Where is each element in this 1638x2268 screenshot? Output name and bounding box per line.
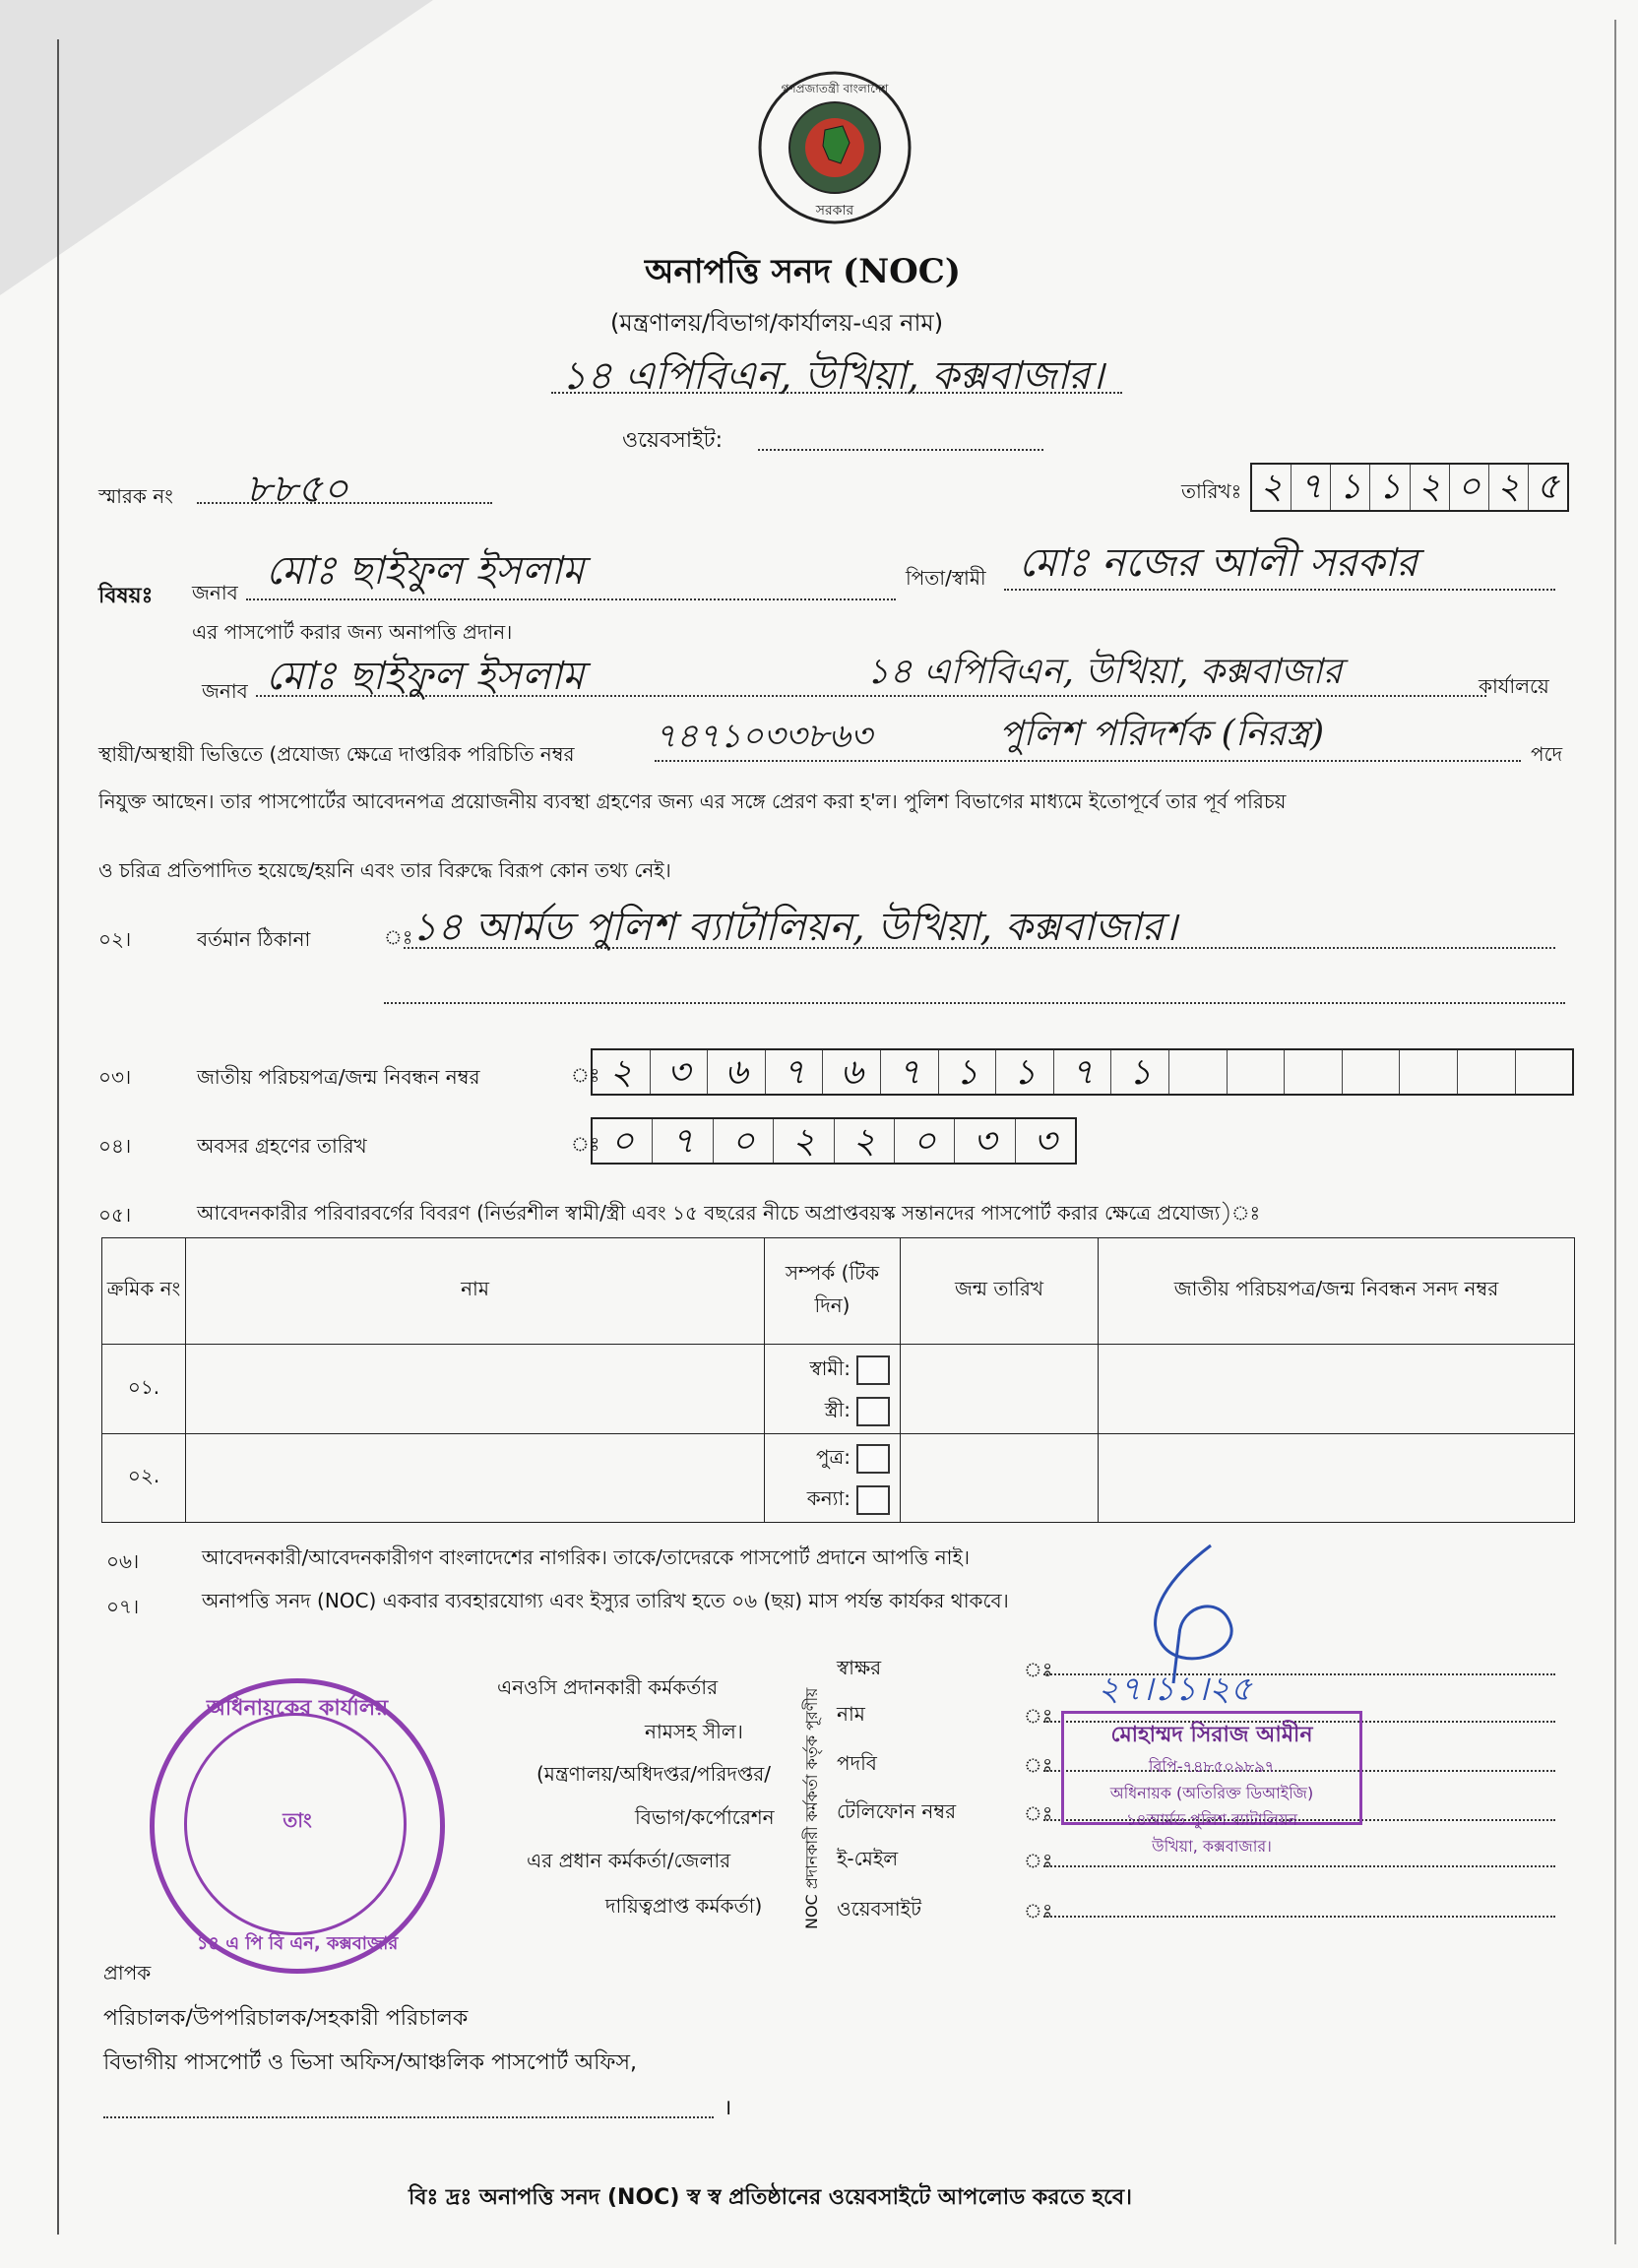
officer-left-line: এর প্রধান কর্মকর্তা/জেলার [527,1849,731,1872]
officer-left-line: (মন্ত্রণালয়/অধিদপ্তর/পরিদপ্তর/ [536,1762,772,1786]
stamp-line: ১৪আর্মড পুলিশ ব্যাটালিয়ন [1125,1810,1298,1829]
designation: পুলিশ পরিদর্শক (নিরস্ত্র) [999,714,1325,754]
relation-label: কন্যা: [806,1486,850,1511]
body-office: ১৪ এপিবিএন, উখিয়া, কক্সবাজার [866,652,1343,692]
nid-digit [1285,1050,1343,1094]
date-digit: ২ [1411,465,1450,510]
clause-text: আবেদনকারী/আবেদনকারীগণ বাংলাদেশের নাগরিক। তাকে/তাদেরকে পাসপোর্ট প্রদানে আপত্তি নাই। [202,1545,971,1569]
nid-digit [1458,1050,1516,1094]
officer-left-line: এনওসি প্রদানকারী কর্মকর্তার [497,1675,719,1699]
website-label: ওয়েবসাইট: [622,428,723,453]
field-colon: ঃ [1024,1849,1053,1872]
field-label-designation: পদবি [837,1751,877,1775]
col-serial: ক্রমিক নং [102,1238,186,1345]
field-label-name: নাম [837,1702,865,1726]
date-digit: ২ [1252,465,1292,510]
field-label-email: ই-মেইল [837,1847,899,1870]
office-round-stamp [150,1678,445,1974]
col-relation: সম্পর্ক (টিক দিন) [765,1238,901,1345]
family-num: ০৫। [98,1203,132,1227]
retire-digit: ৭ [653,1119,713,1163]
memo-number: ৮৮৫০ [246,467,348,512]
retire-digit: ৩ [955,1119,1015,1163]
field-label-website: ওয়েবসাইট [837,1897,921,1921]
field-colon: ঃ [1024,1899,1053,1922]
field-colon: ঃ [1024,1753,1053,1777]
nid-boxes [591,1048,1574,1096]
date-digit: ১ [1331,465,1370,510]
relation-checkbox[interactable] [856,1485,890,1515]
clause-num: ০৭। [106,1595,140,1618]
subject-line2: এর পাসপোর্ট করার জন্য অনাপত্তি প্রদান। [192,620,513,644]
subject-name: মোঃ ছাইফুল ইসলাম [266,548,585,594]
field-line-email [1043,1865,1555,1867]
pode-label: পদে [1531,742,1563,766]
stamp-bottom-text: ১৪ এ পি বি এন, কক্সবাজার [196,1933,399,1954]
nid-digit: ৬ [823,1050,881,1094]
nid-digit [1169,1050,1228,1094]
retire-num: ০৪। [98,1134,132,1158]
retire-colon: ঃ [571,1132,600,1156]
retire-digit: ০ [593,1119,653,1163]
retire-digit: ৩ [1034,1121,1057,1162]
date-boxes [1250,463,1569,512]
retire-boxes [591,1117,1077,1165]
nid-digit [1228,1050,1286,1094]
body-para2: ও চরিত্র প্রতিপাদিত হয়েছে/হয়নি এবং তার বিরুদ্ধে বিরূপ কোন তথ্য নেই। [98,858,671,882]
body-janab: জনাব [202,679,248,703]
father-name: মোঃ নজের আলী সরকার [1019,540,1418,586]
officer-left-line: বিভাগ/কর্পোরেশন [635,1805,775,1829]
recipient-line [103,2116,714,2118]
page-title: অনাপত্তি সনদ (NOC) [645,252,961,291]
nid-digit: ৩ [651,1050,709,1094]
relation-checkbox[interactable] [856,1444,890,1474]
retire-digit: ০ [714,1119,774,1163]
stamp-line: উখিয়া, কক্সবাজার। [1152,1837,1272,1856]
field-colon: ঃ [1024,1704,1053,1728]
footer-note: বিঃ দ্রঃ অনাপত্তি সনদ (NOC) স্ব স্ব প্রতিষ্ঠানের ওয়েবসাইটে আপলোড করতে হবে। [409,2185,1132,2210]
relation-label: স্ত্রী: [824,1398,850,1422]
stamp-line: মোহাম্মদ সিরাজ আমীন [1110,1723,1313,1747]
address-value: ১৪ আর্মড পুলিশ ব্যাটালিয়ন, উখিয়া, কক্সবাজার। [411,905,1177,950]
officer-left-line: দায়িত্বপ্রাপ্ত কর্মকর্তা) [605,1894,763,1918]
nid-colon: ঃ [571,1063,600,1087]
subject-label: বিষয়ঃ [98,584,154,608]
seal-top-text: গণপ্রজাতন্ত্রী বাংলাদেশ [781,82,889,95]
row-name [186,1433,765,1522]
website-line [758,449,1043,451]
row-name [186,1345,765,1433]
col-nid: জাতীয় পরিচয়পত্র/জন্ম নিবন্ধন সনদ নম্বর [1099,1238,1575,1345]
address-colon: ঃ [384,925,413,949]
office-name-handwritten: ১৪ এপিবিএন, উখিয়া, কক্সবাজার। [561,353,1104,399]
right-border [1614,20,1616,2244]
stamp-line: বিপি-৭৪৮৫০৯৮৯৭ [1148,1757,1276,1776]
field-colon: ঃ [1024,1801,1053,1825]
officer-name-stamp [1061,1711,1362,1856]
subject-janab: জনাব [192,581,238,604]
date-label: তারিখঃ [1181,479,1242,503]
relation-label: স্বামী: [809,1356,850,1381]
field-line-website [1043,1916,1555,1918]
date-digit: ৭ [1292,465,1331,510]
folded-corner [0,0,433,295]
office-name-line [551,392,1122,394]
relation-checkbox[interactable] [856,1397,890,1426]
stamp-top-text: অধিনায়কের কার্যালয় [206,1696,389,1721]
row-dob [901,1345,1099,1433]
retire-label: অবসর গ্রহণের তারিখ [197,1134,367,1158]
office-suffix: কার্যালয়ে [1479,674,1549,698]
nid-digit: ৬ [708,1050,766,1094]
row-serial: ০১. [102,1345,186,1433]
field-label-signature: স্বাক্ষর [837,1656,882,1679]
recipient-line2: বিভাগীয় পাসপোর্ট ও ভিসা অফিস/আঞ্চলিক পাসপোর্ট অফিস, [103,2050,637,2075]
relation-label: পুত্র: [815,1445,850,1470]
row-serial: ০২. [102,1433,186,1522]
nid-digit: ১ [1111,1050,1169,1094]
row-relation [765,1433,901,1522]
address-num: ০২। [98,927,132,951]
id-label: স্থায়ী/অস্থায়ী ভিত্তিতে (প্রযোজ্য ক্ষেত্রে দাপ্তরিক পরিচিতি নম্বর [98,742,575,766]
address-label: বর্তমান ঠিকানা [197,927,311,951]
nid-num: ০৩। [98,1065,132,1089]
nid-digit: ৭ [881,1050,939,1094]
memo-label: স্মারক নং [98,484,173,508]
nid-digit: ৭ [1054,1050,1112,1094]
body-name: মোঃ ছাইফুল ইসলাম [266,654,585,699]
stamp-center-text: তাং [283,1808,312,1832]
retire-digit: ০ [895,1119,955,1163]
body-para1: নিযুক্ত আছেন। তার পাসপোর্টের আবেদনপত্র প্রয়োজনীয় ব্যবস্থা গ্রহণের জন্য এর সঙ্গে প্রেরণ করা হ'ল। পুলিশ বিভাগের মাধ্যমে ইতোপূর্বে তার পূর্ব পরিচয় [98,789,1287,813]
date-digit: ২ [1489,465,1529,510]
recipient-line1: পরিচালক/উপপরিচালক/সহকারী পরিচালক [103,2006,469,2031]
retire-digit: ২ [835,1119,895,1163]
relation-checkbox[interactable] [856,1355,890,1385]
government-seal-icon [756,69,914,226]
nid-digit: ৭ [766,1050,824,1094]
id-value: ৭৪৭১০৩৩৮৬৩ [655,717,872,756]
nid-digit: ১ [996,1050,1054,1094]
nid-label: জাতীয় পরিচয়পত্র/জন্ম নিবন্ধন নম্বর [197,1065,480,1089]
seal-bottom-text: সরকার [815,203,854,219]
page-subtitle: (মন্ত্রণালয়/বিভাগ/কার্যালয়-এর নাম) [610,309,944,337]
date-digit: ০ [1450,465,1489,510]
col-dob: জন্ম তারিখ [901,1238,1099,1345]
nid-digit [1400,1050,1458,1094]
vertical-note: NOC প্রদানকারী কর্মকর্তা কর্তৃক পূরণীয় [802,1687,821,1929]
table-row [102,1345,1575,1433]
row-nid [1099,1433,1575,1522]
field-colon: ঃ [1024,1658,1053,1681]
stamp-line: অধিনায়ক (অতিরিক্ত ডিআইজি) [1109,1784,1314,1802]
family-table [101,1237,1575,1523]
left-border [57,39,59,2235]
signature-date: ২৭।১১।২৫ [1098,1670,1252,1709]
nid-digit [1516,1050,1573,1094]
clause-text: অনাপত্তি সনদ (NOC) একবার ব্যবহারযোগ্য এবং ইস্যুর তারিখ হতে ০৬ (ছয়) মাস পর্যন্ত কার্যকর থাকবে। [202,1589,1009,1612]
clause-num: ০৬। [106,1549,140,1573]
row-dob [901,1433,1099,1522]
family-label: আবেদনকারীর পরিবারবর্গের বিবরণ (নির্ভরশীল স্বামী/স্ত্রী এবং ১৫ বছরের নীচে অপ্রাপ্তবয়স্ক সন্তানদের পাসপোর্ট করার ক্ষেত্রে প্রযোজ্য)ঃ [197,1201,1261,1225]
nid-digit: ২ [593,1050,651,1094]
recipient-end: । [724,2096,732,2120]
officer-left-line: নামসহ সীল। [645,1720,743,1743]
retire-digit: ২ [774,1119,834,1163]
table-row [102,1433,1575,1522]
nid-digit [1343,1050,1401,1094]
date-digit: ৫ [1536,467,1560,507]
recipient-label: প্রাপক [103,1961,152,1984]
address-line-2 [384,1002,1565,1004]
nid-digit: ১ [939,1050,997,1094]
row-relation [765,1345,901,1433]
date-digit: ১ [1370,465,1410,510]
row-nid [1099,1345,1575,1433]
col-name: নাম [186,1238,765,1345]
field-label-phone: টেলিফোন নম্বর [837,1799,957,1823]
father-label: পিতা/স্বামী [906,566,986,590]
